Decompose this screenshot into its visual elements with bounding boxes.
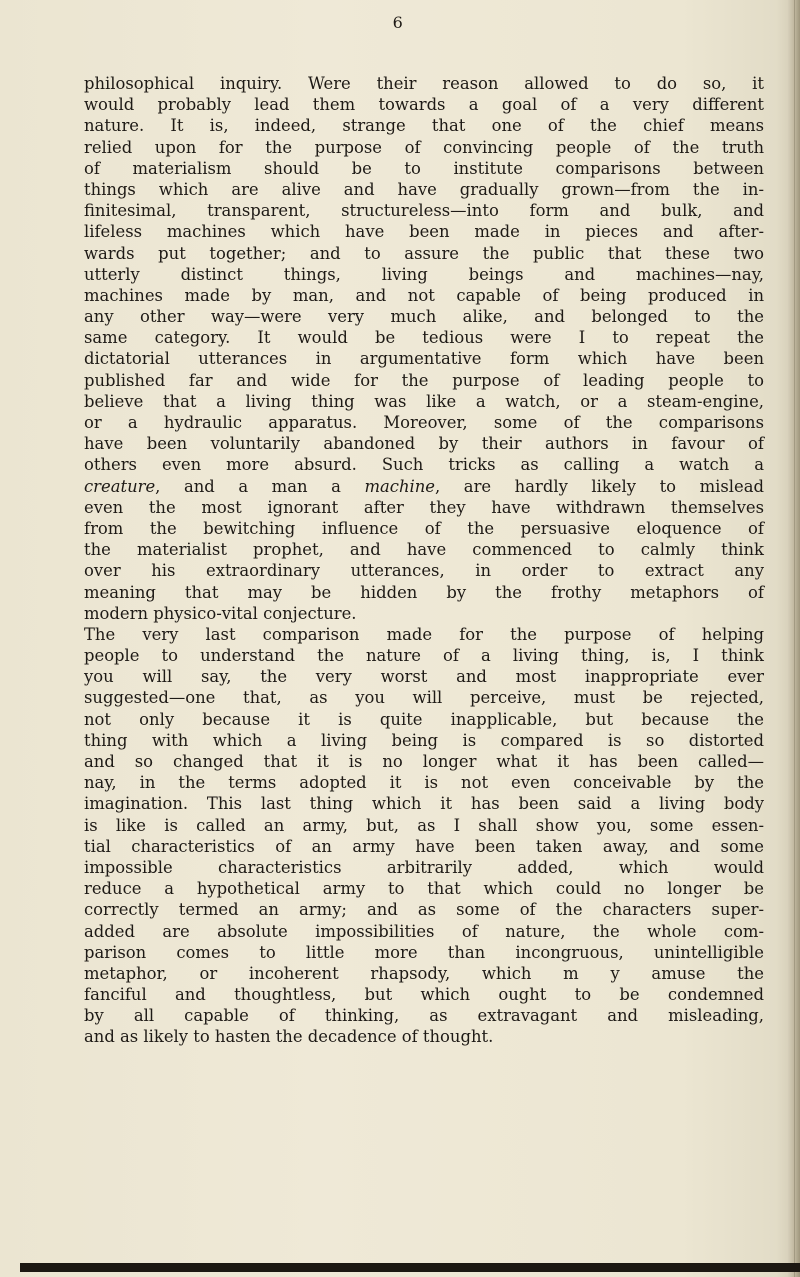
text-line-with-italics: creature, and a man a machine, are hardly likely to mislead bbox=[84, 476, 764, 496]
italic-word-creature: creature bbox=[84, 476, 156, 496]
text-line: imagination. This last thing which it has been said a living body bbox=[84, 794, 764, 814]
text-line: over his extraordinary utterances, in order to extract any bbox=[84, 561, 764, 581]
text-line: believe that a living thing was like a watch, or a steam-engine, bbox=[84, 391, 764, 411]
text-line: thing with which a living being is compared is so distorted bbox=[84, 730, 764, 750]
text-line: nay, in the terms adopted it is not even conceivable by the bbox=[84, 773, 764, 793]
text-line: you will say, the very worst and most inappropriate ever bbox=[84, 667, 764, 687]
italic-word-machine: machine bbox=[364, 476, 436, 496]
text-line: impossible characteristics arbitrarily added, which would bbox=[84, 857, 764, 877]
body-text bbox=[84, 73, 764, 1048]
text-line: have been voluntarily abandoned by their authors in favour of bbox=[84, 434, 764, 454]
text-line: from the bewitching influence of the persuasive eloquence of bbox=[84, 518, 764, 538]
page-number: 6 bbox=[392, 13, 404, 32]
text-line: relied upon for the purpose of convincing people of the truth bbox=[84, 137, 764, 157]
text-line: others even more absurd. Such tricks as calling a watch a bbox=[84, 455, 764, 475]
text-line: wards put together; and to assure the public that these two bbox=[84, 243, 764, 263]
text-line: published far and wide for the purpose of leading people to bbox=[84, 370, 764, 390]
text-line: meaning that may be hidden by the frothy metaphors of bbox=[84, 582, 764, 602]
bottom-dark-band bbox=[20, 1263, 800, 1272]
text-line: parison comes to little more than incongruous, unintelligible bbox=[84, 942, 764, 962]
text-line: correctly termed an army; and as some of the characters super- bbox=[84, 900, 764, 920]
text-line: is like is called an army, but, as I shall show you, some essen- bbox=[84, 815, 764, 835]
text-line: fanciful and thoughtless, but which ought to be condemned bbox=[84, 985, 764, 1005]
text-line: by all capable of thinking, as extravagant and misleading, bbox=[84, 1006, 764, 1026]
text-line: reduce a hypothetical army to that which could no longer be bbox=[84, 879, 764, 899]
text-line: and so changed that it is no longer what it has been called— bbox=[84, 752, 764, 771]
text-line: any other way—were very much alike, and belonged to the bbox=[84, 307, 764, 327]
text-line: or a hydraulic apparatus. Moreover, some of the comparisons bbox=[84, 413, 764, 432]
text-line: nature. It is, indeed, strange that one of the chief means bbox=[84, 116, 764, 136]
text-line: would probably lead them towards a goal of a very different bbox=[84, 95, 764, 115]
text-line: tial characteristics of an army have been taken away, and some bbox=[84, 836, 764, 856]
text-line: of materialism should be to institute comparisons between bbox=[84, 158, 764, 178]
text-line: metaphor, or incoherent rhapsody, which m y amuse the bbox=[84, 963, 764, 983]
text-line: suggested—one that, as you will perceive, must be rejected, bbox=[84, 688, 764, 708]
text-line: not only because it is quite inapplicable, but because the bbox=[84, 709, 764, 729]
text-line: finitesimal, transparent, structureless—into form and bulk, and bbox=[84, 201, 764, 221]
text-line: added are absolute impossibilities of nature, the whole com- bbox=[84, 921, 764, 941]
text-line: and as likely to hasten the decadence of thought. bbox=[84, 1027, 494, 1047]
text-line: utterly distinct things, living beings and machines—nay, bbox=[84, 264, 764, 284]
text-line: the materialist prophet, and have commenced to calmly think bbox=[84, 540, 764, 560]
text-line: philosophical inquiry. Were their reason allowed to do so, it bbox=[84, 74, 764, 93]
text-line: things which are alive and have gradually grown—from the in- bbox=[84, 179, 764, 199]
text-line: modern physico-vital conjecture. bbox=[84, 603, 357, 623]
text-line: The very last comparison made for the purpose of helping bbox=[84, 624, 764, 644]
text-line: machines made by man, and not capable of being produced in bbox=[84, 285, 764, 305]
page-edge-line bbox=[794, 0, 795, 1277]
text-line: dictatorial utterances in argumentative form which have been bbox=[84, 349, 764, 369]
text-line: even the most ignorant after they have withdrawn themselves bbox=[84, 497, 764, 517]
text-line: same category. It would be tedious were I to repeat the bbox=[84, 328, 764, 348]
text-line: people to understand the nature of a living thing, is, I think bbox=[84, 646, 764, 666]
text-line: lifeless machines which have been made in pieces and after- bbox=[84, 222, 764, 242]
